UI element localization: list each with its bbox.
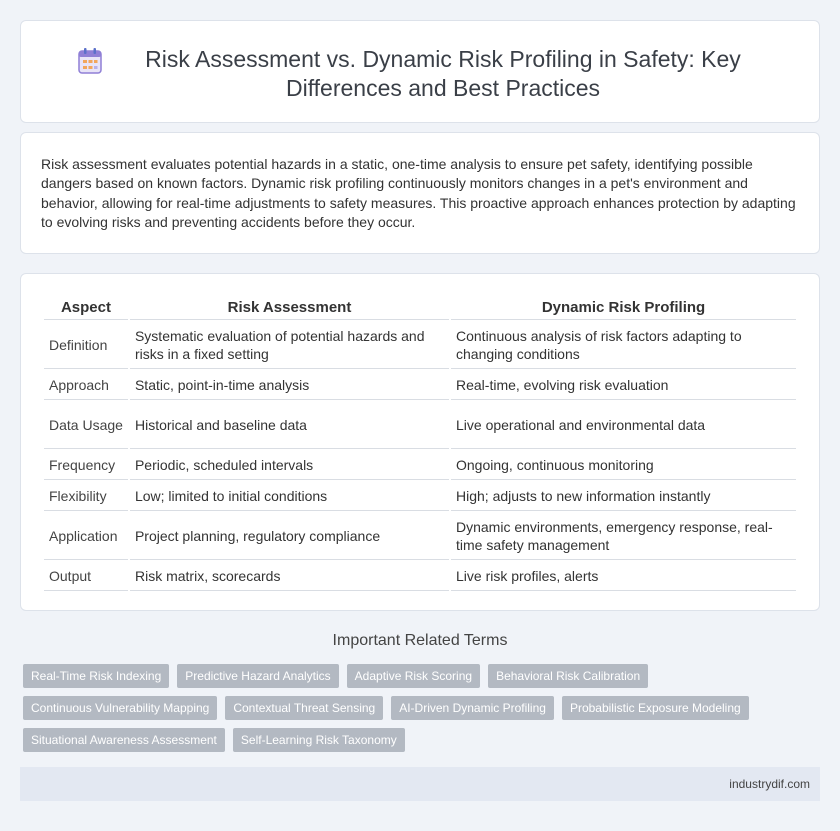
row-aspect: Flexibility <box>44 482 128 511</box>
related-term-tag[interactable]: Self-Learning Risk Taxonomy <box>233 728 405 752</box>
intro-paragraph: Risk assessment evaluates potential hazards in a static, one-time analysis to ensure pet safety, identifying possible dangers based on known factors. Dynamic risk profiling continuously monitors changes in a pet's environment and behavior, allowing for real-time adjustments to safety measures. This proactive approach enhances protection by adapting to evolving risks and preventing accidents before they occur. <box>41 156 796 231</box>
table-row <box>44 451 796 480</box>
table-row <box>44 562 796 591</box>
related-term-tag[interactable]: Adaptive Risk Scoring <box>347 664 480 688</box>
header-aspect: Aspect <box>44 296 128 320</box>
row-dynamic-risk-profiling: Live operational and environmental data <box>451 402 796 449</box>
row-dynamic-risk-profiling: Continuous analysis of risk factors adapting to changing conditions <box>451 322 796 369</box>
related-terms-title: Important Related Terms <box>332 632 508 649</box>
footer <box>20 767 820 801</box>
row-risk-assessment: Low; limited to initial conditions <box>130 482 449 511</box>
row-aspect: Definition <box>44 322 128 369</box>
row-aspect: Approach <box>44 371 128 400</box>
row-risk-assessment: Periodic, scheduled intervals <box>130 451 449 480</box>
comparison-table <box>42 294 798 593</box>
related-terms-tags <box>23 664 803 752</box>
footer-site-link[interactable]: industrydif.com <box>729 777 810 791</box>
header-card <box>20 20 820 123</box>
related-term-tag[interactable]: Situational Awareness Assessment <box>23 728 225 752</box>
table-row <box>44 322 796 369</box>
row-aspect: Data Usage <box>44 402 128 449</box>
row-aspect: Output <box>44 562 128 591</box>
table-row <box>44 513 796 560</box>
row-risk-assessment: Project planning, regulatory compliance <box>130 513 449 560</box>
related-term-tag[interactable]: Real-Time Risk Indexing <box>23 664 169 688</box>
row-dynamic-risk-profiling: Real-time, evolving risk evaluation <box>451 371 796 400</box>
header-risk-assessment: Risk Assessment <box>130 296 449 320</box>
row-aspect: Frequency <box>44 451 128 480</box>
table-row <box>44 371 796 400</box>
row-risk-assessment: Risk matrix, scorecards <box>130 562 449 591</box>
row-aspect: Application <box>44 513 128 560</box>
row-risk-assessment: Static, point-in-time analysis <box>130 371 449 400</box>
row-dynamic-risk-profiling: Dynamic environments, emergency response, real-time safety management <box>451 513 796 560</box>
page-title: Risk Assessment vs. Dynamic Risk Profiling in Safety: Key Differences and Best Practices <box>145 46 741 101</box>
table-row <box>44 402 796 449</box>
row-dynamic-risk-profiling: Live risk profiles, alerts <box>451 562 796 591</box>
related-term-tag[interactable]: Continuous Vulnerability Mapping <box>23 696 217 720</box>
table-row <box>44 482 796 511</box>
related-term-tag[interactable]: Behavioral Risk Calibration <box>488 664 648 688</box>
table-header-row <box>44 296 796 320</box>
row-risk-assessment: Systematic evaluation of potential hazards and risks in a fixed setting <box>130 322 449 369</box>
calendar-icon <box>77 47 103 75</box>
comparison-table-card <box>20 273 820 611</box>
related-term-tag[interactable]: AI-Driven Dynamic Profiling <box>391 696 554 720</box>
related-term-tag[interactable]: Predictive Hazard Analytics <box>177 664 338 688</box>
row-risk-assessment: Historical and baseline data <box>130 402 449 449</box>
intro-card <box>20 132 820 254</box>
header-dynamic-risk-profiling: Dynamic Risk Profiling <box>451 296 796 320</box>
row-dynamic-risk-profiling: High; adjusts to new information instantly <box>451 482 796 511</box>
related-term-tag[interactable]: Probabilistic Exposure Modeling <box>562 696 749 720</box>
related-term-tag[interactable]: Contextual Threat Sensing <box>225 696 383 720</box>
row-dynamic-risk-profiling: Ongoing, continuous monitoring <box>451 451 796 480</box>
